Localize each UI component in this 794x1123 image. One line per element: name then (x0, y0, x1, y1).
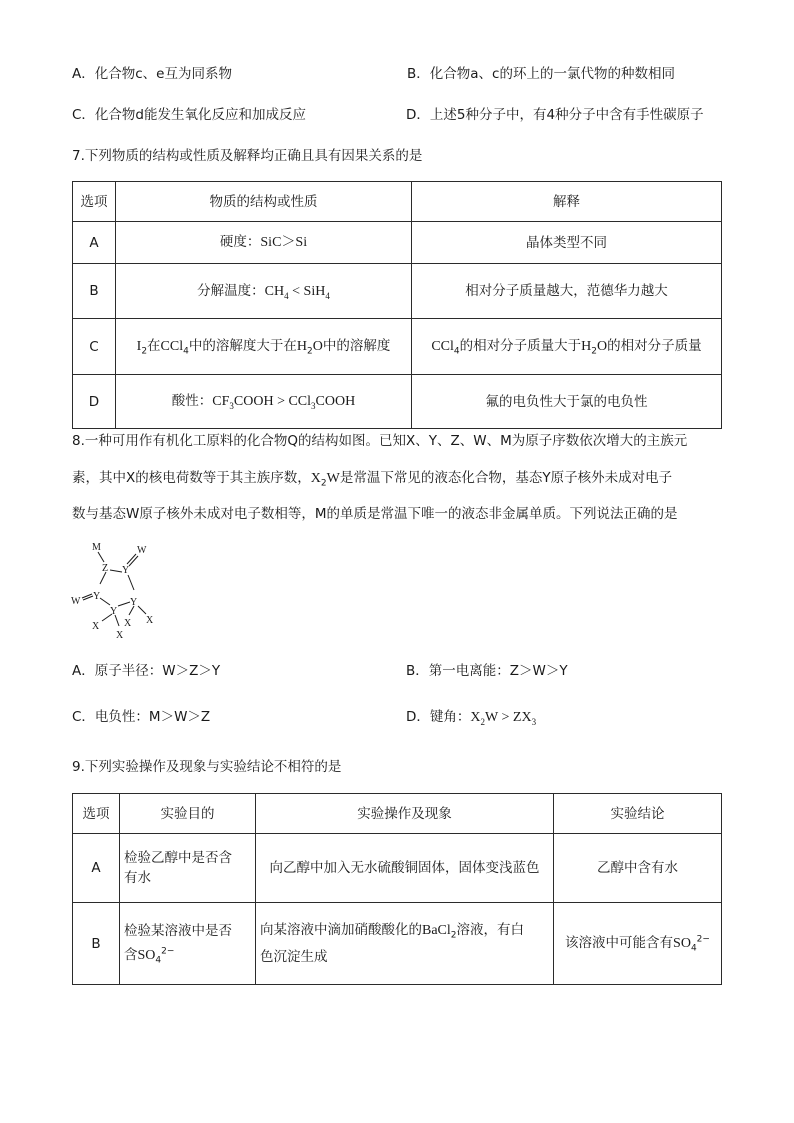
atom-y: Y (110, 606, 118, 617)
purpose-cell: 检验某溶液中是否 含$SO_4^{2-}$ (120, 903, 256, 985)
atom-x: X (146, 615, 154, 626)
header-cell: 实验结论 (554, 794, 722, 834)
table-row (73, 264, 722, 319)
explanation-cell: 相对分子质量越大，范德华力越大 (412, 264, 722, 319)
atom-w: W (71, 596, 81, 607)
q8-stem-line1: 8.一种可用作有机化工原料的化合物Q的结构如图。已知X、Y、Z、W、M为原子序数依次增大的主族元 (72, 433, 688, 449)
header-cell: 实验操作及现象 (256, 794, 554, 834)
q9-stem: 9.下列实验操作及现象与实验结论不相符的是 (72, 759, 342, 775)
atom-w: W (137, 545, 147, 556)
property-cell: $I_2$在CCl$_4$中的溶解度大于在$H_2O$中的溶解度 (116, 319, 412, 375)
table-row (73, 834, 722, 903)
q6-option-a: A．化合物c、e互为同系物 (72, 66, 232, 82)
atom-x: X (92, 621, 100, 632)
operation-cell: 向某溶液中滴加硝酸酸化的BaCl$_2$溶液，有白 色沉淀生成 (256, 903, 554, 985)
header-cell: 解释 (412, 182, 722, 222)
option-cell: D (73, 375, 116, 429)
purpose-cell: 检验乙醇中是否含 有水 (120, 834, 256, 903)
option-cell: C (73, 319, 116, 375)
atom-x: X (124, 618, 132, 629)
table-header-row (73, 182, 722, 222)
conclusion-cell: 乙醇中含有水 (554, 834, 722, 903)
q8-option-d: D．键角：$X_2W > ZX_3$ (406, 709, 537, 727)
atom-y: Y (122, 565, 130, 576)
property-cell: 硬度：SiC＞Si (116, 222, 412, 264)
q8-stem-line2: 素，其中X的核电荷数等于其主族序数，$X_2W$是常温下常见的液态化合物，基态Y原子核外未成对电子 (72, 470, 673, 489)
q9-table (72, 793, 722, 985)
option-cell: B (73, 264, 116, 319)
table-row (73, 903, 722, 985)
compound-q-structure (68, 538, 168, 648)
header-cell: 选项 (73, 794, 120, 834)
header-cell: 实验目的 (120, 794, 256, 834)
q6-option-d: D．上述5种分子中，有4种分子中含有手性碳原子 (406, 107, 704, 123)
option-cell: A (73, 222, 116, 264)
table-row (73, 319, 722, 375)
option-cell: A (73, 834, 120, 903)
operation-cell: 向乙醇中加入无水硫酸铜固体，固体变浅蓝色 (256, 834, 554, 903)
atom-m: M (92, 542, 101, 553)
explanation-cell: CCl$_4$的相对分子质量大于$H_2O$的相对分子质量 (412, 319, 722, 375)
q8-stem-line3: 数与基态W原子核外未成对电子数相等，M的单质是常温下唯一的液态非金属单质。下列说法正确的是 (72, 506, 678, 522)
explanation-cell: 晶体类型不同 (412, 222, 722, 264)
q6-option-c: C．化合物d能发生氧化反应和加成反应 (72, 107, 306, 123)
atom-y: Y (130, 597, 138, 608)
q7-table (72, 181, 722, 429)
atom-x: X (116, 630, 124, 641)
q7-stem: 7.下列物质的结构或性质及解释均正确且具有因果关系的是 (72, 148, 423, 164)
header-cell: 选项 (73, 182, 116, 222)
property-cell: 分解温度：$CH_4 < SiH_4$ (116, 264, 412, 319)
q6-option-b: B．化合物a、c的环上的一氯代物的种数相同 (407, 66, 675, 82)
property-cell: 酸性：$CF_3COOH$ > CCl$_3$COOH (116, 375, 412, 429)
explanation-cell: 氟的电负性大于氯的电负性 (412, 375, 722, 429)
q8-option-c: C．电负性：M＞W＞Z (72, 709, 211, 725)
header-cell: 物质的结构或性质 (116, 182, 412, 222)
atom-z: Z (102, 563, 109, 574)
conclusion-cell: 该溶液中可能含有$SO_4^{2-}$ (554, 903, 722, 985)
table-row (73, 375, 722, 429)
option-cell: B (73, 903, 120, 985)
atom-y: Y (93, 591, 101, 602)
q8-option-a: A．原子半径：W＞Z＞Y (72, 663, 221, 679)
table-header-row (73, 794, 722, 834)
q8-option-b: B．第一电离能：Z＞W＞Y (406, 663, 568, 679)
table-row (73, 222, 722, 264)
